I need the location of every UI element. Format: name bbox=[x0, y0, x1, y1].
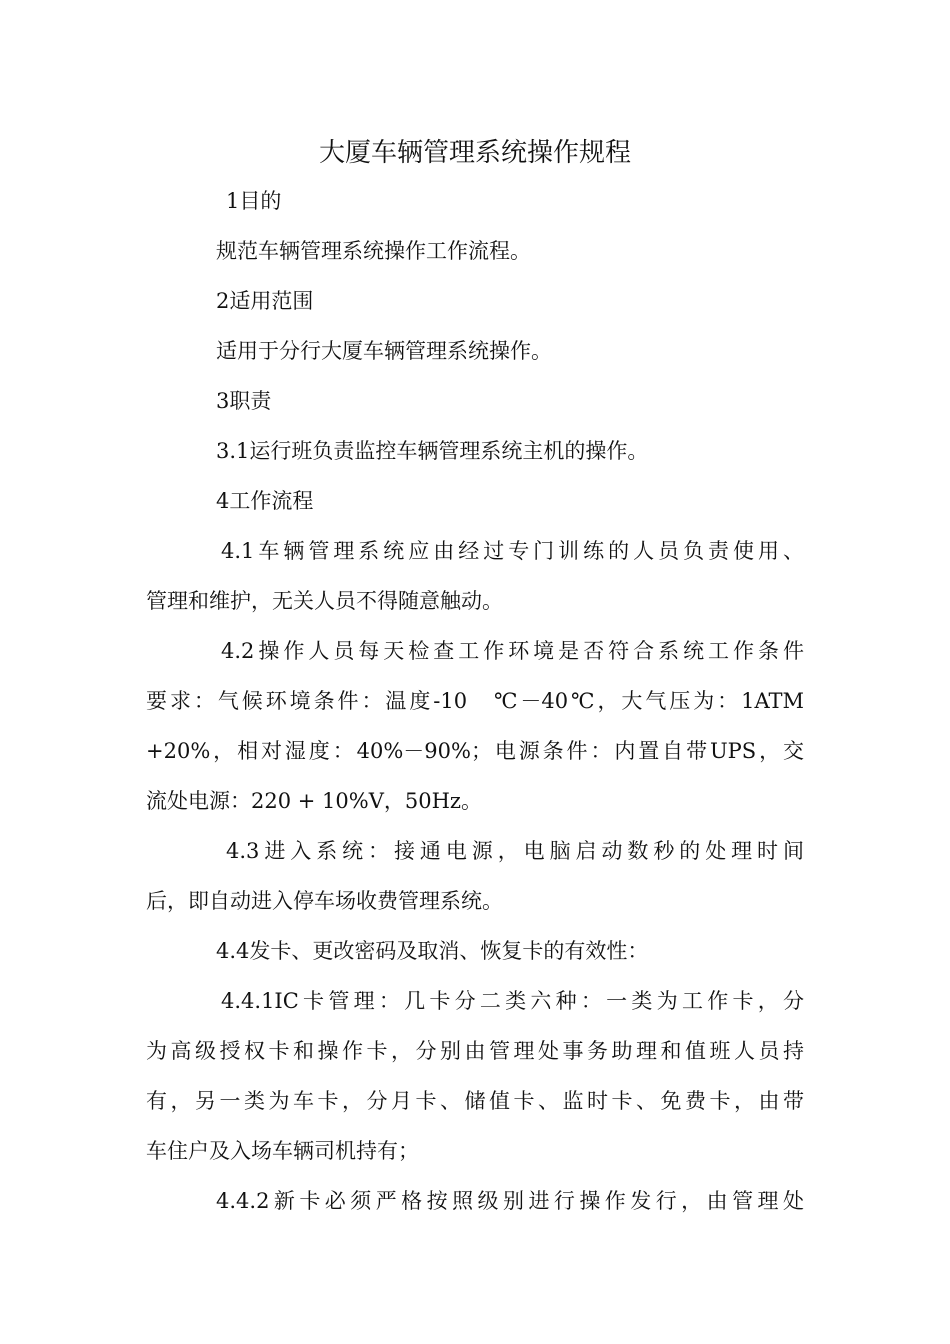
paragraph-line: 4.1车辆管理系统应由经过专门训练的人员负责使用、 bbox=[221, 539, 804, 563]
paragraph-line: +20%，相对湿度：40%－90%；电源条件：内置自带UPS，交 bbox=[146, 739, 804, 763]
paragraph-line: 适用于分行大厦车辆管理系统操作。 bbox=[216, 339, 552, 363]
section-heading-responsibility: 3职责 bbox=[216, 389, 272, 413]
section-heading-scope: 2适用范围 bbox=[216, 289, 314, 313]
paragraph-line: 3.1运行班负责监控车辆管理系统主机的操作。 bbox=[216, 439, 649, 463]
section-heading-purpose: 1目的 bbox=[226, 189, 282, 213]
paragraph-line: 4.4.2新卡必须严格按照级别进行操作发行，由管理处 bbox=[216, 1189, 804, 1213]
paragraph-line: 后，即自动进入停车场收费管理系统。 bbox=[146, 889, 503, 913]
paragraph-line: 管理和维护，无关人员不得随意触动。 bbox=[146, 589, 503, 613]
paragraph-line: 为高级授权卡和操作卡，分别由管理处事务助理和值班人员持 bbox=[146, 1039, 804, 1063]
paragraph-line: 4.4发卡、更改密码及取消、恢复卡的有效性： bbox=[216, 939, 649, 963]
paragraph-line: 要求：气候环境条件：温度-10 ℃－40℃，大气压为：1ATM bbox=[146, 689, 804, 713]
paragraph-line: 流处电源：220 + 10%V，50Hz。 bbox=[146, 789, 482, 813]
paragraph-line: 4.2操作人员每天检查工作环境是否符合系统工作条件 bbox=[221, 639, 804, 663]
paragraph-line: 4.4.1IC卡管理：几卡分二类六种：一类为工作卡，分 bbox=[221, 989, 804, 1013]
paragraph-line: 4.3进入系统：接通电源，电脑启动数秒的处理时间 bbox=[226, 839, 804, 863]
document-title: 大厦车辆管理系统操作规程 bbox=[318, 138, 631, 168]
section-heading-workflow: 4工作流程 bbox=[216, 489, 314, 513]
paragraph-line: 规范车辆管理系统操作工作流程。 bbox=[216, 239, 531, 263]
paragraph-line: 车住户及入场车辆司机持有； bbox=[146, 1139, 419, 1163]
paragraph-line: 有，另一类为车卡，分月卡、储值卡、监时卡、免费卡，由带 bbox=[146, 1089, 804, 1113]
